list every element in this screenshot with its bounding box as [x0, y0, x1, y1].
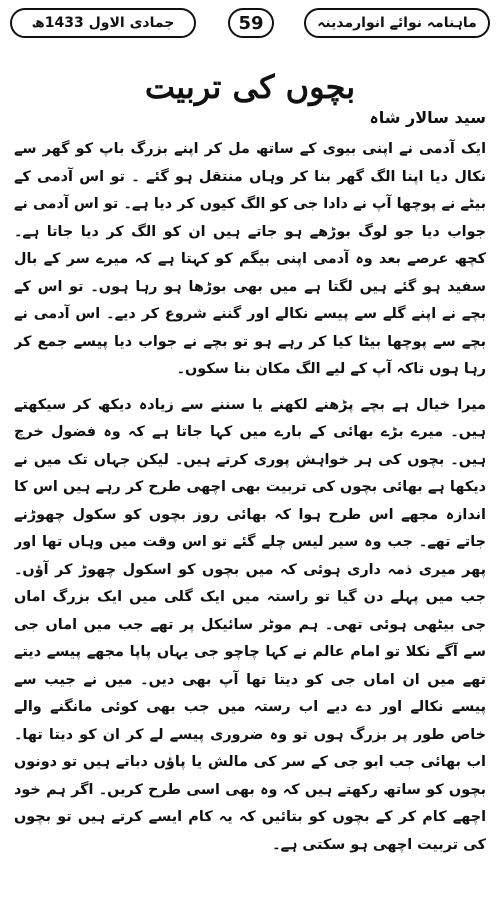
article-paragraph: میرا خیال ہے بچے پڑھنے لکھنے یا سننے سے زیادہ دیکھ کر سیکھتے ہیں۔ میرے بڑے بھائی کے بارے میں کہا جاتا ہے کہ وہ فضول خرچ ہیں۔ بچوں کی ہر خواہش پوری کرتے ہیں۔ لیکن جہاں تک میں نے دیکھا ہے بھائی بچوں کی تربیت بھی اچھی طرح کر رہے ہیں اس کا اندازہ مجھے اس طرح ہوا کہ بھائی روز بچوں کو سکول چھوڑنے جاتے تھے۔ جب وہ سیر لیس چلے گئے تو اس وقت میں وہاں تھا اور پھر میری ذمہ داری ہوئی کہ میں بچوں کو اسکول چھوڑ کر آؤں۔ جب میں پہلے دن گیا تو راستہ میں ایک گلی میں ایک بزرگ اماں جی بیٹھی ہوئی تھی۔ ہم موٹر سائیکل پر تھے جب میں اماں جی سے آگے نکلا تو امام عالم نے کہا چاچو جی یہاں پاپا مجھے پیسے دیتے تھے میں ان اماں جی کو دیتا تھا آپ بھی دیں۔ میں نے جیب سے پیسے نکالے اور دے دیے اب رستہ میں جب بھی کوئی مانگنے والے خاص طور پر بزرگ ہوں تو وہ ضروری پیسے لے کر ان کو دیتا تھا۔ اب بھائی جب ابو جی کے سر کی مالش یا پاؤں دباتے ہیں تو دونوں بچوں کو ساتھ رکھتے ہیں کہ وہ بھی اسی طرح کریں۔ اگر ہم خود اچھے کام کر کے بچوں کو بتائیں کہ یہ کام ایسے کرتے ہیں تو بچوں کی تربیت اچھی ہو سکتی ہے۔ [14, 396, 486, 853]
magazine-name-label: ماہنامہ نوائے انوارمدینہ [304, 8, 490, 38]
article-title: بچوں کی تربیت [144, 68, 356, 106]
article-paragraph: ایک آدمی نے اپنی بیوی کے ساتھ مل کر اپنے بزرگ باپ کو گھر سے نکال دیا اپنا الگ گھر بنا کر وہاں منتقل ہو گئے ۔ تو اس آدمی کے بیٹے نے پوچھا آپ نے دادا جی کو الگ کیوں کر دیا ہے۔ تو اس آدمی نے جواب دیا جو لوگ بوڑھے ہو جاتے ہیں ان کو الگ کر دیا جاتا ہے۔ کچھ عرصے بعد وہ آدمی اپنی بیگم کو کہتا ہے کہ میرے سر کے بال سفید ہو گئے ہیں لگتا ہے میں بھی بوڑھا ہو رہا ہوں۔ تو اس کے بچے نے اپنے گلے سے پیسے نکالے اور گننے شروع کر دیے۔ اس آدمی نے بچے سے پوچھا بیٹا کیا کر رہے ہو تو بچے نے جواب دیا پیسے جمع کر رہا ہوں تاکہ آپ کے لیے الگ مکان بنا سکوں۔ [14, 141, 486, 377]
article-body [14, 136, 486, 904]
article-author: سید سالار شاہ [369, 108, 486, 127]
page-number: 59 [228, 8, 274, 38]
page-header [10, 8, 490, 42]
issue-date-label: جمادی الاول 1433ھ [10, 8, 196, 38]
